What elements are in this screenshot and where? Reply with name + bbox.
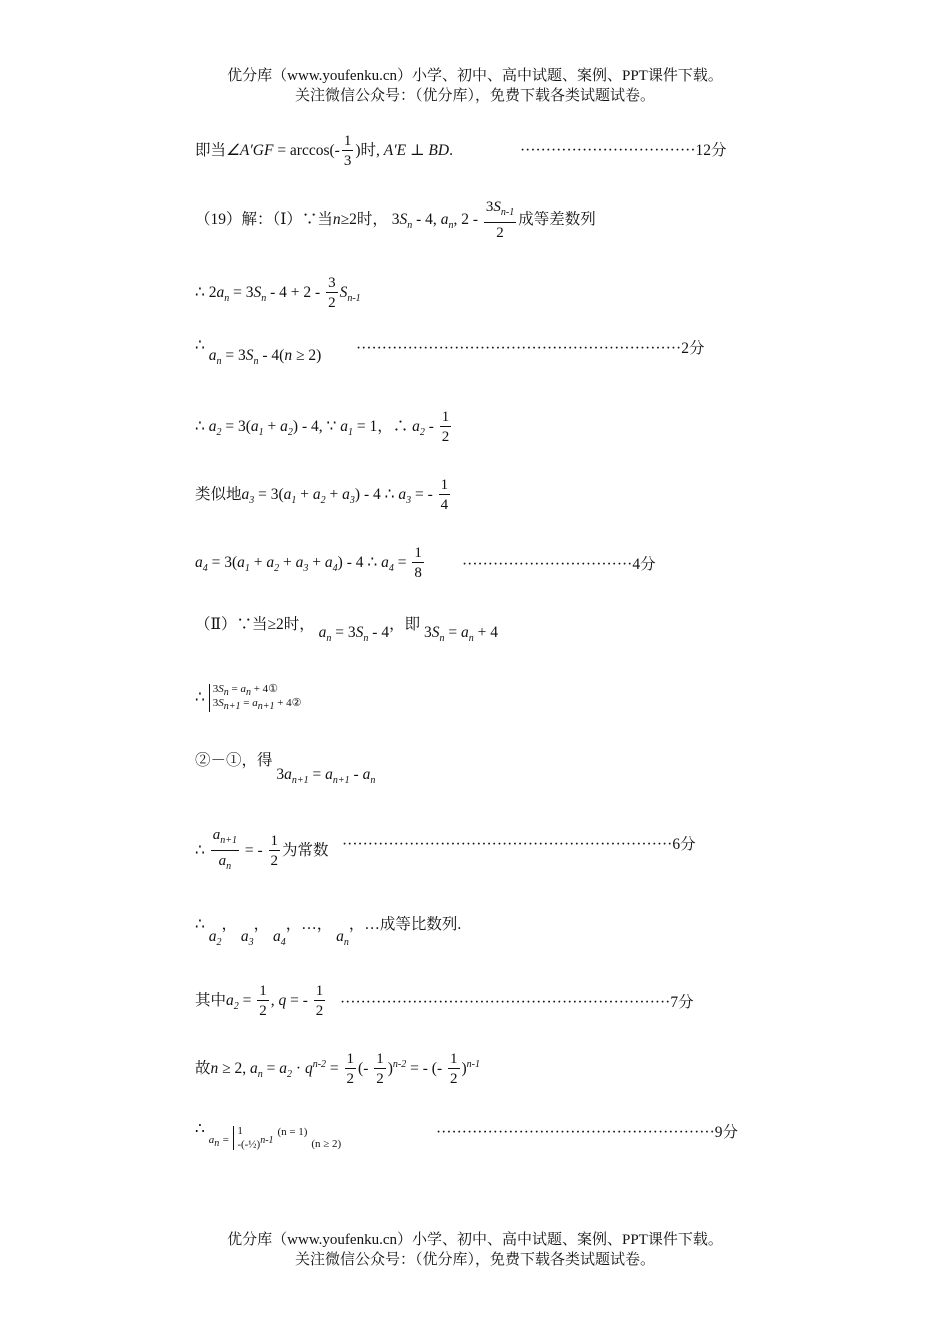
score-dots-6: ································································6分 [342,836,696,853]
line-2-mid: ≥2时， [340,211,388,229]
solution-line-2: （19）解：（Ⅰ）∵当n≥2时， $3S_n - 4$, $a_n$, 2 - $\frac{3S_{n-1}}{2}$ 成等差数列 [195,199,596,241]
score-6: 6分 [672,836,696,853]
because-symbol: ∵ [326,418,337,436]
therefore-symbol: ∴ [195,418,205,436]
score-dots-2: ·······························································2分 [356,340,705,357]
solution-line-15: ∴ $_{a_n =}$ 1 -(-½)$^{n-1}$ (n = 1) $_{(n \ge 2)}$ [195,1120,342,1151]
line-7-prefix: 类似地 [195,486,242,504]
solution-line-6: 类似地$a_3 = 3(a_1 + a_2 + a_3) - 4$ ∴ $a_3$ = - $\frac{1}{4}$ [195,477,449,513]
solution-line-1: 即当∠A′GF = arccos(- $\frac{1}{3}$ )时, A′E ⊥ BD. [195,133,453,169]
line-11-prefix: ②－①，得 [195,752,273,769]
piecewise-brace: 1 -(-½)$^{n-1}$ [233,1126,273,1150]
line-15-prefix: 故 [195,1060,211,1078]
therefore-symbol: ∴ [195,688,205,706]
line-9-prefix: （Ⅱ）∵当≥2时， [195,616,315,633]
score-dots-9: ······················································9分 [436,1124,738,1141]
score-12: 12分 [695,142,727,159]
solution-line-12: ∴ $a_2$， $a_3$， $a_4$，…， $a_n$，…成等比数列. [195,916,462,949]
therefore-symbol: ∴ [195,337,205,354]
line-12-suffix: 为常数 [282,842,329,860]
therefore-symbol: ∴ [392,418,409,436]
therefore-symbol: ∴ [195,842,205,860]
therefore-symbol: ∴ [195,284,205,302]
solution-line-4: ∴ $a_n = 3S_n - 4(n \ge 2)$ [195,337,322,368]
page-footer-line-1: 优分库（www.youfenku.cn）小学、初中、高中试题、案例、PPT课件下载。 [227,1232,723,1248]
solution-line-13: 其中$a_2$ = $\frac{1}{2}$ , q = - $\frac{1}{2}$ [195,983,324,1019]
solution-line-7: $a_4 = 3(a_1 + a_2 + a_3 + a_4) - 4$ ∴ $a_4$ = $\frac{1}{8}$ [195,545,422,581]
line-14-prefix: 其中 [195,992,227,1010]
score-2: 2分 [681,340,705,357]
equation-system: $3S_n = a_n$ + 4① $3S_{n+1} = a_{n+1}$ + 4② [209,684,302,712]
line-2-prefix: （19）解：（Ⅰ）∵当 [195,211,333,229]
score-9: 9分 [714,1124,738,1141]
line-9-mid: ，即 [389,616,421,633]
score-4: 4分 [632,556,656,573]
page-header-line-2: 关注微信公众号：（优分库），免费下载各类试题试卷。 [294,88,655,104]
solution-line-3: ∴ $2a_n = 3S_n - 4 + 2$ - $\frac{3}{2}$ $S_{n-1}$ [195,275,361,311]
solution-line-8: （Ⅱ）∵当≥2时， $a_n = 3S_n - 4$，即 $3S_n = a_n + 4$ [195,616,498,645]
therefore-symbol: ∴ [367,554,378,572]
solution-line-9 [195,684,302,712]
solution-line-14: 故n ≥ 2, $a_n = a_2 \cdot q^{n-2}$ = $\frac{1}{2}$ (- $\frac{1}{2}$ )$^{n-2}$ = - (- $\frac{1}{2}$ )$^{n-1}$ [195,1051,481,1087]
line-13-suffix: ，…成等比数列. [348,916,462,933]
solution-line-10: ②－①，得 $3a_{n+1} = a_{n+1} - a_n$ [195,752,376,787]
score-dots-7: ································································7分 [340,994,694,1011]
page-footer-line-2: 关注微信公众号：（优分库），免费下载各类试题试卷。 [294,1252,655,1268]
score-dots-4: ·································4分 [462,556,656,573]
page-header-line-1: 优分库（www.youfenku.cn）小学、初中、高中试题、案例、PPT课件下载。 [227,68,723,84]
score-7: 7分 [670,994,694,1011]
score-dots-12: ··································12分 [520,142,727,159]
therefore-symbol: ∴ [195,916,205,933]
therefore-symbol: ∴ [384,486,395,504]
line-2-suffix: 成等差数列 [518,211,596,229]
solution-line-11: ∴ $\frac{a_{n+1}}{a_n}$ = - $\frac{1}{2}$ 为常数 [195,826,329,877]
solution-line-5: ∴ $a_2 = 3(a_1 + a_2) - 4$, ∵ $a_1 = 1$，∴ $a_2$ - $\frac{1}{2}$ [195,409,450,445]
therefore-symbol: ∴ [195,1120,205,1138]
line-1-prefix: 即当 [195,142,227,160]
